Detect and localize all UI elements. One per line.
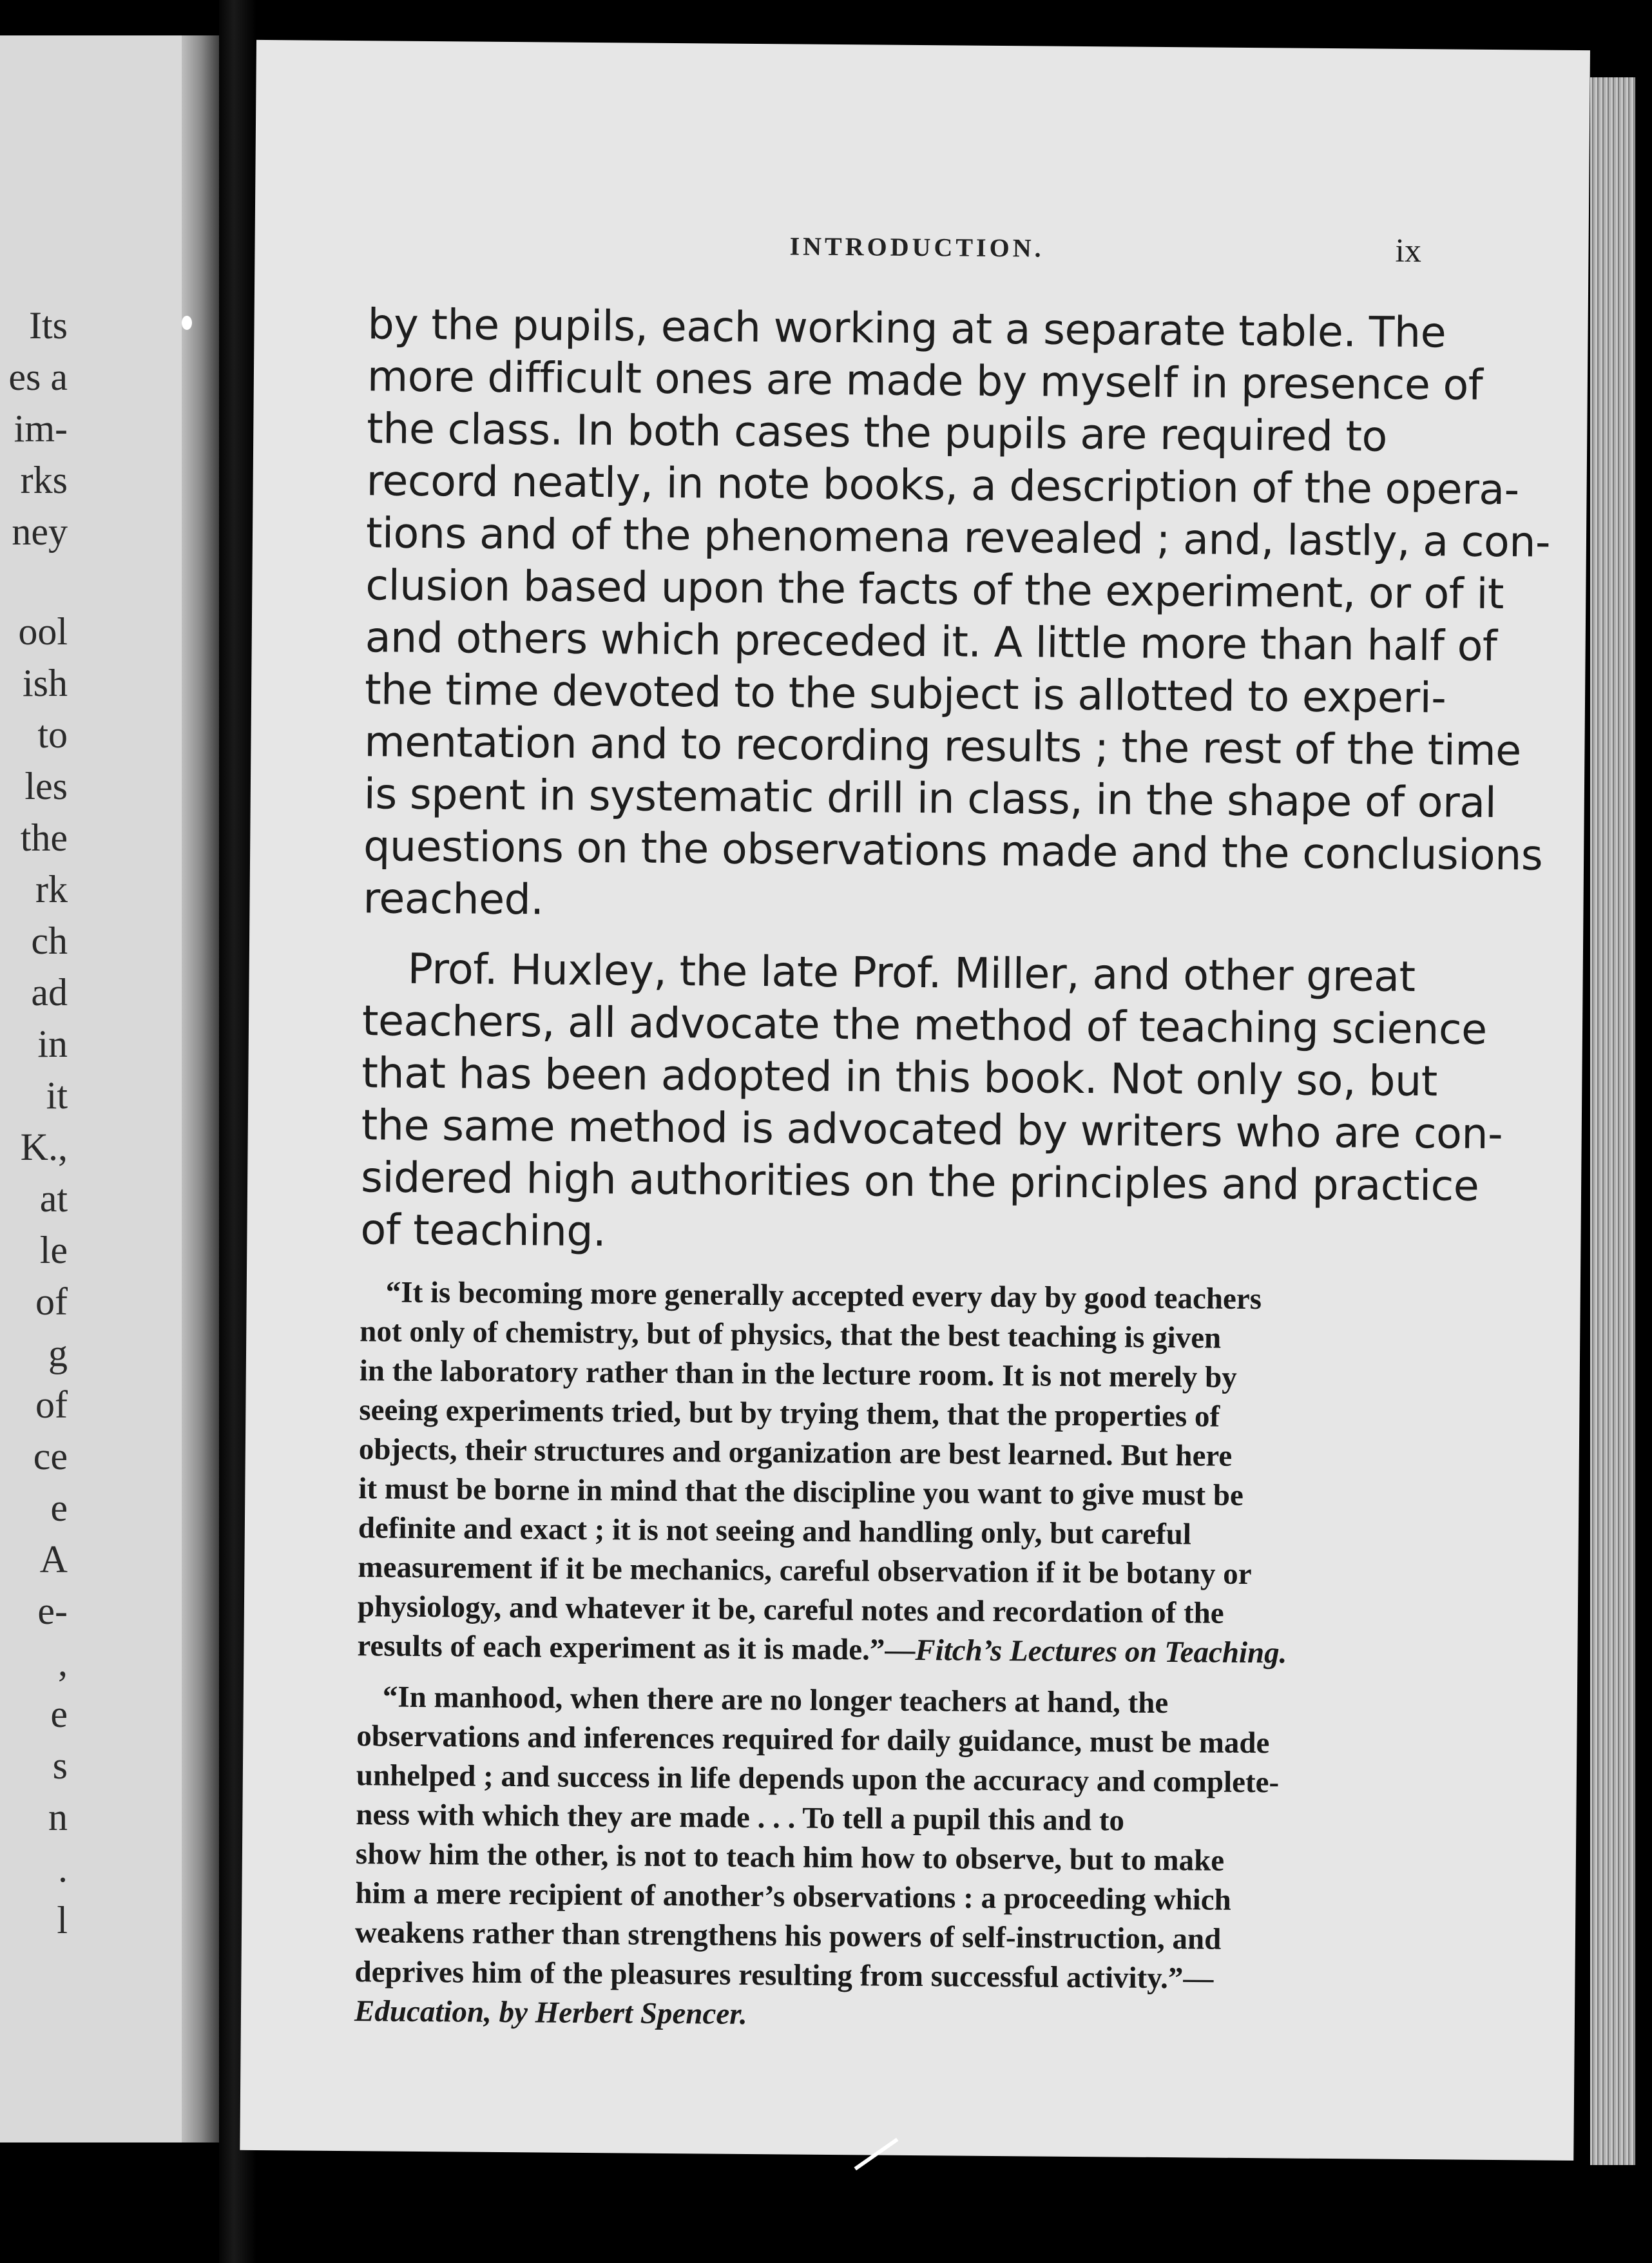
quote-line: show him the other, is not to teach him how to observe, but to make [355, 1837, 1225, 1878]
paragraph-line: is spent in systematic drill in class, in the shape of oral [363, 770, 1497, 828]
paragraph-line: reached. [363, 874, 544, 925]
paragraph-line: by the pupils, each working at a separate table. The [367, 300, 1446, 358]
quote-line: definite and exact ; it is not seeing and handling only, but careful [358, 1511, 1192, 1552]
left-page-fragment: it [46, 1074, 68, 1117]
paragraph-line: the time devoted to the subject is allotted to experi- [364, 666, 1446, 723]
left-page-fragment: A [39, 1538, 68, 1581]
left-page-fragment: the [20, 816, 68, 859]
quote-line: seeing experiments tried, but by trying them, that the properties of [359, 1393, 1220, 1434]
quote-source: Fitch’s Lectures on Teaching. [915, 1633, 1287, 1670]
left-page-fragment: . [58, 1847, 68, 1890]
paragraph-line: more difficult ones are made by myself in presence of [367, 352, 1483, 410]
left-page-fragment: g [48, 1332, 68, 1374]
left-page-fragment: ool [18, 610, 68, 653]
left-page-fragment: to [37, 713, 68, 756]
left-page-fragment: ney [12, 510, 68, 553]
paragraph-line: that has been adopted in this book. Not only so, but [361, 1049, 1438, 1106]
left-page-fragment: rk [35, 868, 68, 910]
paragraph-line: mentation and to recording results ; the rest of the time [364, 718, 1521, 776]
left-page-fragment: ch [31, 920, 68, 962]
quote-line [357, 1626, 1414, 1674]
quote-line: deprives him of the pleasures resulting from successful activity.”— [354, 1955, 1214, 1996]
left-page-fragment: K., [20, 1126, 68, 1168]
left-page-fragment: rks [20, 459, 68, 501]
running-head: INTRODUCTION. [789, 231, 1044, 263]
left-page-fragment: s [52, 1744, 68, 1787]
paragraph-line: and others which preceded it. A little more than half of [365, 613, 1497, 671]
quote-line: in the laboratory rather than in the lecture room. It is not merely by [359, 1354, 1237, 1394]
block-quote [357, 1273, 1417, 1674]
left-page-edge [182, 35, 220, 2143]
left-page-fragment: e- [37, 1590, 68, 1632]
paragraph-line: the same method is advocated by writers who are con- [361, 1101, 1503, 1159]
paragraph [363, 298, 1551, 933]
quote-line: unhelped ; and success in life depends upon the accuracy and complete- [356, 1758, 1280, 1800]
paragraph-line: tions and of the phenomena revealed ; and, lastly, a con- [365, 509, 1551, 567]
quote-line: “In manhood, when there are no longer teachers at hand, the [382, 1680, 1169, 1720]
left-page-fragment: ce [33, 1435, 68, 1478]
quote-line: objects, their structures and organization are best learned. But here [358, 1432, 1233, 1473]
left-page-fragment: e [50, 1693, 68, 1735]
page-header [255, 227, 1589, 289]
quote-line: not only of chemistry, but of physics, that the best teaching is given [360, 1314, 1222, 1355]
quote-line: it must be borne in mind that the discipline you want to give must be [358, 1472, 1244, 1512]
left-page-fragment: of [35, 1383, 68, 1426]
left-page-fragment: Its [29, 304, 68, 347]
quote-line: ness with which they are made . . . To tell a pupil this and to [356, 1798, 1125, 1838]
left-page-fragment: n [48, 1796, 68, 1838]
quote-line: “It is becoming more generally accepted every day by good teachers [385, 1275, 1262, 1316]
page-body [354, 298, 1551, 2039]
left-page-fragment: les [24, 765, 68, 807]
quote-line: observations and inferences required for daily guidance, must be made [356, 1719, 1270, 1760]
paragraph-line: questions on the observations made and the conclusions [363, 822, 1543, 880]
quote-source: Education, by Herbert Spencer. [354, 1994, 747, 2031]
right-page [240, 40, 1590, 2161]
left-page-fragment: ish [22, 662, 68, 704]
paragraph-line: the class. In both cases the pupils are required to [367, 405, 1388, 461]
paragraph-line: sidered high authorities on the principles and practice [360, 1153, 1479, 1211]
quote-line: weakens rather than strengthens his powers of self-instruction, and [354, 1916, 1222, 1956]
left-page-fragment: le [39, 1229, 68, 1271]
paragraph-line: teachers, all advocate the method of teaching science [361, 997, 1487, 1054]
left-page-fragment: es a [8, 356, 68, 398]
quote-line: him a mere recipient of another’s observations : a proceeding which [355, 1876, 1231, 1917]
left-page-fragment: of [35, 1280, 68, 1323]
paragraph-line: of teaching. [360, 1206, 606, 1257]
block-quote [354, 1677, 1414, 2039]
quote-last-line: results of each experiment as it is made.”— [357, 1629, 916, 1667]
scan-speck [182, 316, 192, 330]
left-page-fragment: at [39, 1177, 68, 1220]
left-page-fragment: ad [31, 971, 68, 1014]
left-page-fragment: im- [14, 407, 68, 450]
left-page-fragment: l [57, 1899, 68, 1941]
quote-line: measurement if it be mechanics, careful observation if it be botany or [358, 1550, 1252, 1592]
left-page-fragment: in [37, 1023, 68, 1065]
paragraph-line: record neatly, in note books, a description of the opera- [366, 457, 1519, 515]
quote-line: physiology, and whatever it be, careful notes and recordation of the [357, 1590, 1224, 1630]
paragraph-line: clusion based upon the facts of the experiment, or of it [365, 561, 1504, 619]
page-number: ix [1395, 232, 1422, 270]
paragraph [360, 943, 1503, 1264]
page-stack-edge [1590, 77, 1635, 2165]
left-page-fragment: e [50, 1487, 68, 1529]
paragraph-line: Prof. Huxley, the late Prof. Miller, and other great [407, 945, 1416, 1002]
left-page-fragment: , [58, 1641, 68, 1684]
